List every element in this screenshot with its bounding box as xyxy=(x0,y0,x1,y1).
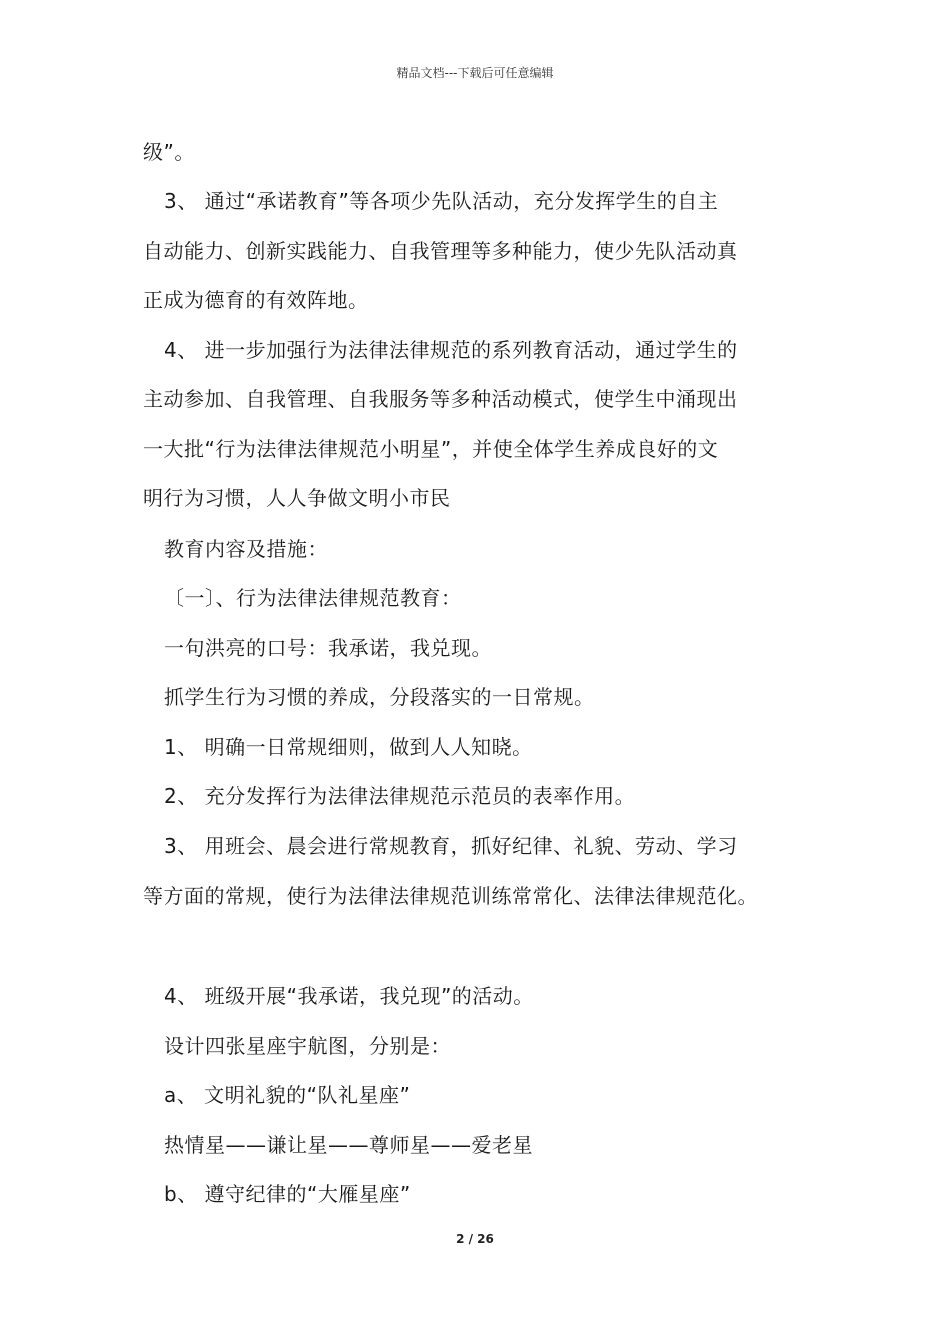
text-line: 1、 明确一日常规细则，做到人人知晓。 xyxy=(164,735,533,759)
page-number: 2 / 26 xyxy=(456,1232,494,1246)
text-line: 4、 进一步加强行为法律法律规范的系列教育活动，通过学生的 xyxy=(164,338,738,362)
text-line: 一大批“行为法律法律规范小明星”，并使全体学生养成良好的文 xyxy=(143,437,719,461)
text-line: 一句洪亮的口号：我承诺，我兑现。 xyxy=(164,636,492,660)
text-line: 明行为习惯，人人争做文明小市民 xyxy=(143,486,451,510)
text-line: 级”。 xyxy=(143,140,195,164)
text-line: 设计四张星座宇航图，分别是： xyxy=(164,1034,451,1058)
section-heading: 教育内容及措施： xyxy=(164,537,328,561)
subsection-heading: 〔一〕、行为法律法律规范教育： xyxy=(164,586,462,610)
page-header: 精品文档---下载后可任意编辑 xyxy=(396,66,554,80)
text-line: 2、 充分发挥行为法律法律规范示范员的表率作用。 xyxy=(164,784,636,808)
text-line: 热情星——谦让星——尊师星——爱老星 xyxy=(164,1133,533,1157)
text-line: 4、 班级开展“我承诺，我兑现”的活动。 xyxy=(164,984,534,1008)
text-line: 等方面的常规，使行为法律法律规范训练常常化、法律法律规范化。 xyxy=(143,884,758,908)
text-line: 正成为德育的有效阵地。 xyxy=(143,288,369,312)
text-line: 抓学生行为习惯的养成，分段落实的一日常规。 xyxy=(164,685,595,709)
text-line: a、 文明礼貌的“队礼星座” xyxy=(164,1083,411,1107)
text-line: 主动参加、自我管理、自我服务等多种活动模式，使学生中涌现出 xyxy=(143,387,738,411)
text-line: 自动能力、创新实践能力、自我管理等多种能力，使少先队活动真 xyxy=(143,239,738,263)
text-line: 3、 用班会、晨会进行常规教育，抓好纪律、礼貌、劳动、学习 xyxy=(164,834,738,858)
text-line: b、 遵守纪律的“大雁星座” xyxy=(164,1182,411,1206)
text-line: 3、 通过“承诺教育”等各项少先队活动，充分发挥学生的自主 xyxy=(164,189,719,213)
